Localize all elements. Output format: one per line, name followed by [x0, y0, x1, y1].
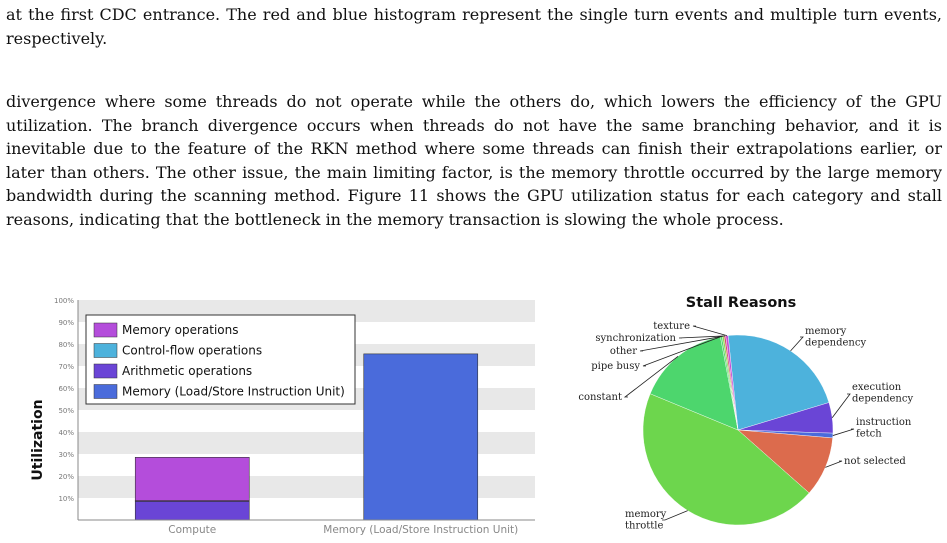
x-tick-label: Compute — [168, 524, 217, 536]
pie-label-line: throttle — [625, 520, 664, 532]
pie-label — [625, 509, 667, 532]
legend — [86, 315, 355, 404]
legend-swatch — [94, 385, 117, 399]
figure-caption-continuation: at the first CDC entrance. The red and blue histogram represent the single turn events and multiple turn events, respectively. — [6, 5, 942, 48]
bar-segment — [364, 354, 478, 520]
pie-leader-line — [832, 394, 850, 418]
pie-label: pipe busy — [591, 361, 640, 372]
pie-label: not selected — [844, 456, 906, 467]
pie-label-line: memory — [625, 509, 667, 520]
pie-label-line: instruction — [856, 417, 912, 428]
pie-label — [805, 326, 866, 349]
pie-label: constant — [578, 392, 622, 403]
y-tick-label: 60% — [58, 385, 74, 393]
x-tick-label: Memory (Load/Store Instruction Unit) — [323, 524, 519, 536]
pie-leader-line — [693, 326, 727, 336]
pie-label-line: fetch — [856, 428, 882, 440]
pie-label: texture — [653, 321, 690, 332]
y-tick-label: 70% — [58, 363, 74, 371]
stall-reasons-pie-chart — [545, 290, 945, 543]
pie-title: Stall Reasons — [685, 295, 797, 311]
y-tick-label: 50% — [58, 407, 74, 415]
body-paragraph: divergence where some threads do not operate while the others do, which lowers the efficiency of the GPU utilization. The branch divergence occurs when threads do not have the same branching behavior, and it is inevitable due to the feature of the RKN method where some threads can finish their extrapolations earlier, or later than others. The other issue, the main limiting factor, is the memory throttle occurred by the large memory bandwidth during the scanning method. Figure 11 shows the GPU utilization status for each category and stall reasons, indicating that the bottleneck in the memory transaction is slowing the whole process. — [6, 92, 942, 229]
bar-segment — [135, 501, 249, 520]
legend-entry: Memory (Load/Store Instruction Unit) — [122, 384, 345, 399]
pie-label-line: dependency — [805, 337, 867, 349]
legend-swatch — [94, 364, 117, 378]
legend-entry: Memory operations — [122, 323, 239, 337]
legend-swatch — [94, 344, 117, 358]
bar-segment — [135, 457, 249, 500]
legend-swatch — [94, 323, 117, 337]
y-tick-label: 20% — [58, 473, 74, 481]
y-tick-label: 100% — [53, 297, 74, 305]
y-tick-label: 40% — [58, 429, 74, 437]
y-tick-label: 10% — [58, 495, 74, 503]
pie-label-line: execution — [852, 382, 902, 393]
x-tick-labels — [168, 524, 518, 536]
pie-leader-line — [791, 337, 803, 351]
pie-slices — [643, 335, 833, 525]
pie-leader-line — [833, 429, 854, 436]
legend-entry: Control-flow operations — [122, 343, 263, 358]
pie-leader-line — [825, 461, 842, 467]
y-tick-label: 30% — [58, 451, 74, 459]
y-tick-labels — [54, 297, 74, 503]
y-tick-label: 90% — [58, 319, 74, 327]
legend-entry: Arithmetic operations — [122, 364, 253, 378]
pie-label — [856, 417, 912, 440]
y-tick-label: 80% — [58, 341, 74, 349]
y-axis-label: Utilization — [30, 399, 46, 481]
pie-label: other — [609, 346, 637, 357]
pie-label: synchronization — [595, 333, 676, 344]
pie-label-line: memory — [805, 326, 847, 337]
pie-label-line: dependency — [852, 393, 914, 405]
pie-label — [852, 382, 913, 405]
utilization-bar-chart — [0, 290, 545, 543]
